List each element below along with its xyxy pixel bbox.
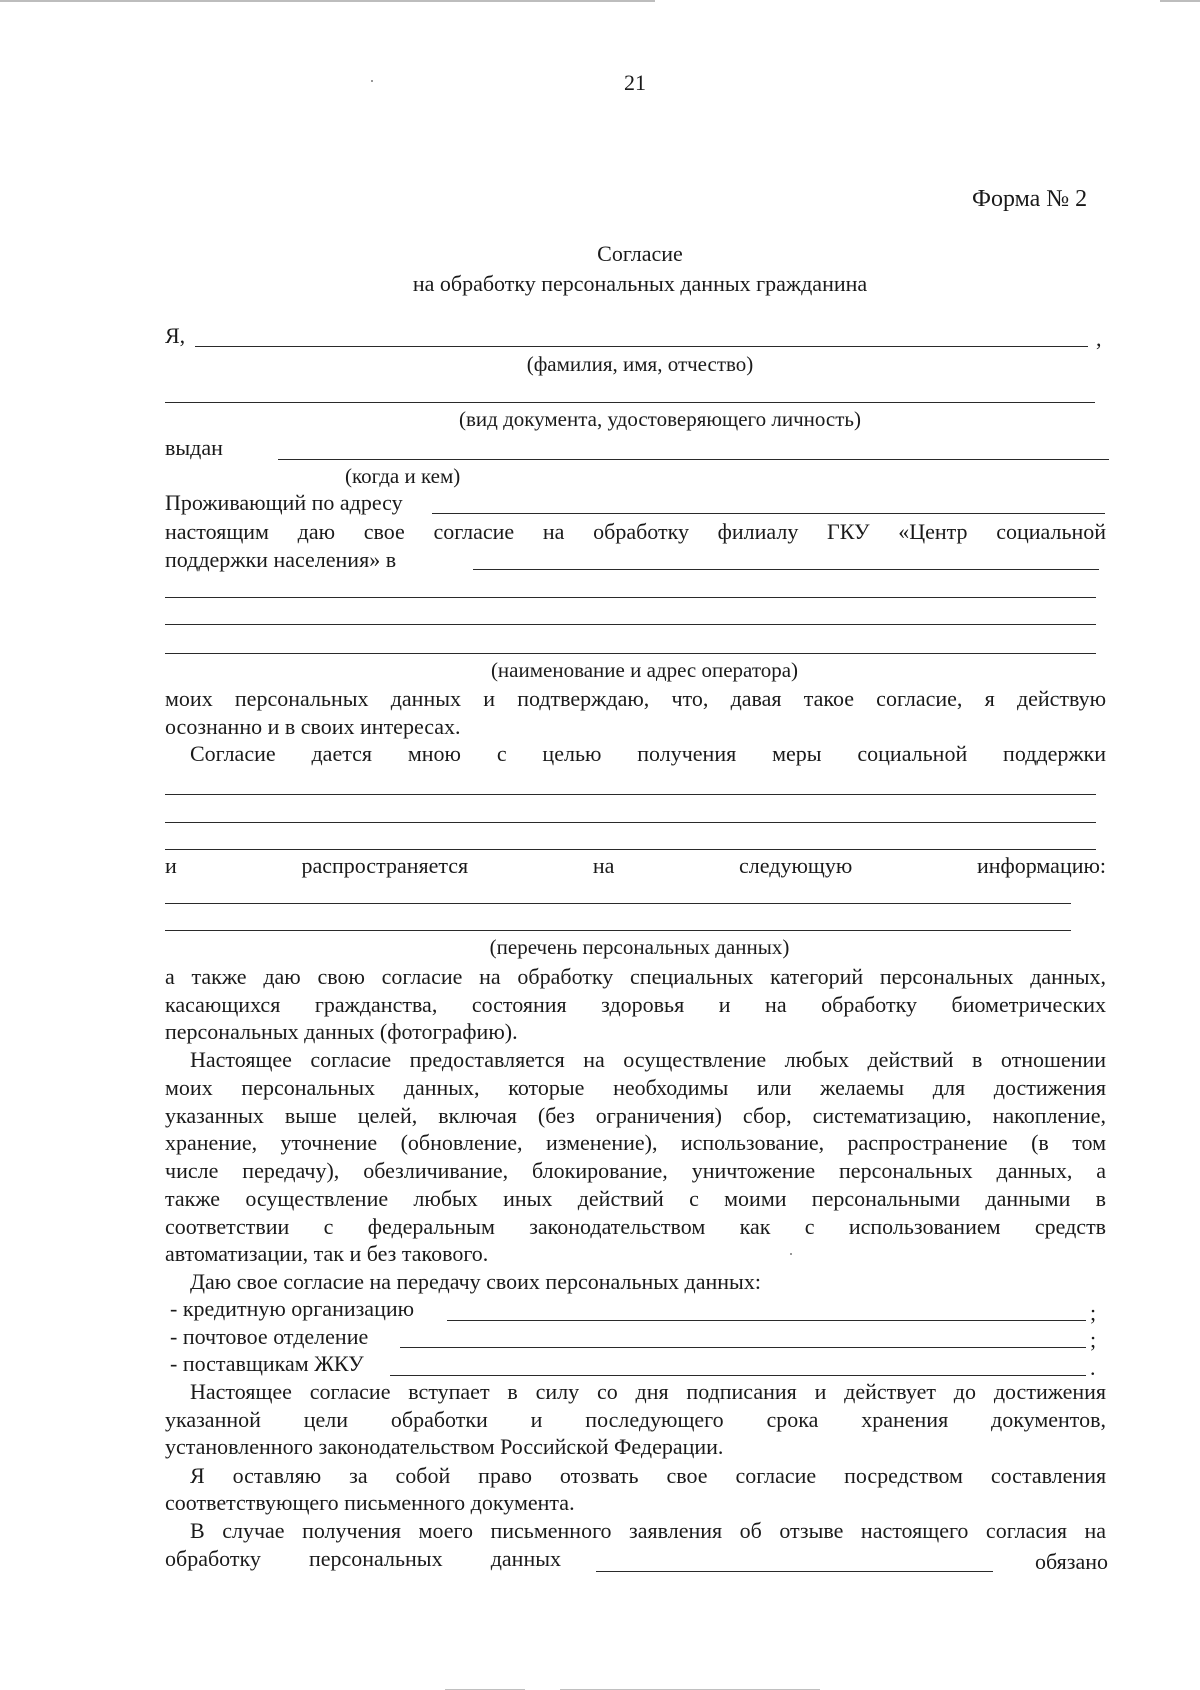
revoke-line-2: соответствующего письменного документа. [165, 1490, 575, 1515]
special-line-3: персональных данных (фотографию). [165, 1019, 518, 1044]
caption-when: (когда и кем) [345, 464, 461, 488]
transfer-intro: Даю свое согласие на передачу своих персональных данных: [190, 1269, 761, 1294]
issued-label: выдан [165, 435, 223, 460]
operator-field-line-4[interactable] [165, 653, 1096, 654]
title-line-1: Согласие [597, 241, 683, 266]
transfer-label-utilities: - поставщикам ЖКУ [170, 1351, 364, 1376]
operator-field-line-1[interactable] [473, 569, 1099, 570]
operator-name-field-line[interactable] [596, 1571, 993, 1572]
transfer-label-post: - почтовое отделение [170, 1324, 369, 1349]
transfer-label-bank: - кредитную организацию [170, 1296, 415, 1321]
actions-line-1: Настоящее согласие предоставляется на осуществление любых действий в отношении [190, 1047, 1107, 1072]
scan-artifact [0, 0, 655, 2]
special-line-1: а также даю свою согласие на обработку специальных категорий персональных данных, [165, 964, 1107, 989]
consent-line-2: поддержки населения» в [165, 547, 397, 572]
caption-operator: (наименование и адрес оператора) [490, 658, 799, 682]
caption-id-document: (вид документа, удостоверяющего личность) [458, 407, 861, 431]
effect-line-1: Настоящее согласие вступает в силу со дня подписания и действует до достижения [190, 1379, 1107, 1404]
operator-field-line-3[interactable] [165, 624, 1096, 625]
purpose-field-line-2[interactable] [165, 822, 1096, 823]
withdraw-obliged: обязано [1035, 1549, 1108, 1574]
own-data-line-2: осознанно и в своих интересах. [165, 714, 461, 739]
scan-speck [790, 1253, 792, 1255]
applies-line: и распространяется на следующую информацию: [165, 853, 1107, 878]
caption-fio: (фамилия, имя, отчество) [526, 352, 754, 376]
page-number: 21 [624, 70, 646, 95]
actions-line-2: моих персональных данных, которые необходимы или желаемы для достижения [165, 1075, 1107, 1100]
scan-artifact [1160, 0, 1200, 2]
purpose-field-line-3[interactable] [165, 849, 1096, 850]
effect-line-3: установленного законодательством Российской Федерации. [165, 1434, 724, 1459]
transfer-end-post: ; [1090, 1327, 1097, 1352]
revoke-line-1: Я оставляю за собой право отозвать свое согласие посредством составления [190, 1463, 1107, 1488]
post-field-line[interactable] [400, 1347, 1086, 1348]
consent-line-1: настоящим даю свое согласие на обработку филиалу ГКУ «Центр социальной [165, 519, 1107, 544]
actions-line-4: хранение, уточнение (обновление, изменение), использование, распространение (в том [165, 1130, 1107, 1155]
actions-line-3: указанных выше целей, включая (без ограничения) сбор, систематизацию, накопление, [165, 1103, 1107, 1128]
form-label: Форма № 2 [972, 186, 1088, 212]
special-line-2: касающихся гражданства, состояния здоровья и на обработку биометрических [165, 992, 1107, 1017]
transfer-end-utilities: . [1090, 1355, 1096, 1380]
issued-field-line[interactable] [278, 459, 1109, 460]
address-field-line[interactable] [432, 513, 1105, 514]
bank-field-line[interactable] [447, 1320, 1086, 1321]
actions-line-6: также осуществление любых иных действий с моими персональными данными в [165, 1186, 1107, 1211]
transfer-end-bank: ; [1090, 1300, 1097, 1325]
scan-speck [371, 80, 373, 82]
purpose-field-line-1[interactable] [165, 794, 1096, 795]
fio-field-line[interactable] [195, 346, 1088, 347]
ya-label: Я, [165, 323, 186, 348]
actions-line-8: автоматизации, так и без такового. [165, 1241, 489, 1266]
id-document-field-line[interactable] [165, 402, 1095, 403]
own-data-line-1: моих персональных данных и подтверждаю, что, давая такое согласие, я действую [165, 686, 1107, 711]
operator-field-line-2[interactable] [165, 597, 1096, 598]
info-field-line-2[interactable] [165, 930, 1071, 931]
actions-line-7: соответствии с федеральным законодательством как с использованием средств [165, 1214, 1107, 1239]
caption-personal-data-list: (перечень персональных данных) [489, 935, 790, 959]
actions-line-5: числе передачу), обезличивание, блокирование, уничтожение персональных данных, а [165, 1158, 1107, 1183]
withdraw-line-2: обработку персональных данных [165, 1546, 562, 1571]
residing-label: Проживающий по адресу [165, 490, 403, 515]
title-line-2: на обработку персональных данных гражданина [412, 271, 868, 296]
info-field-line-1[interactable] [165, 903, 1071, 904]
purpose-line: Согласие дается мною с целью получения меры социальной поддержки [190, 741, 1107, 766]
withdraw-line-1: В случае получения моего письменного заявления об отзыве настоящего согласия на [190, 1518, 1107, 1543]
fio-comma: , [1096, 326, 1102, 351]
utilities-field-line[interactable] [390, 1375, 1086, 1376]
effect-line-2: указанной цели обработки и последующего срока хранения документов, [165, 1407, 1106, 1432]
